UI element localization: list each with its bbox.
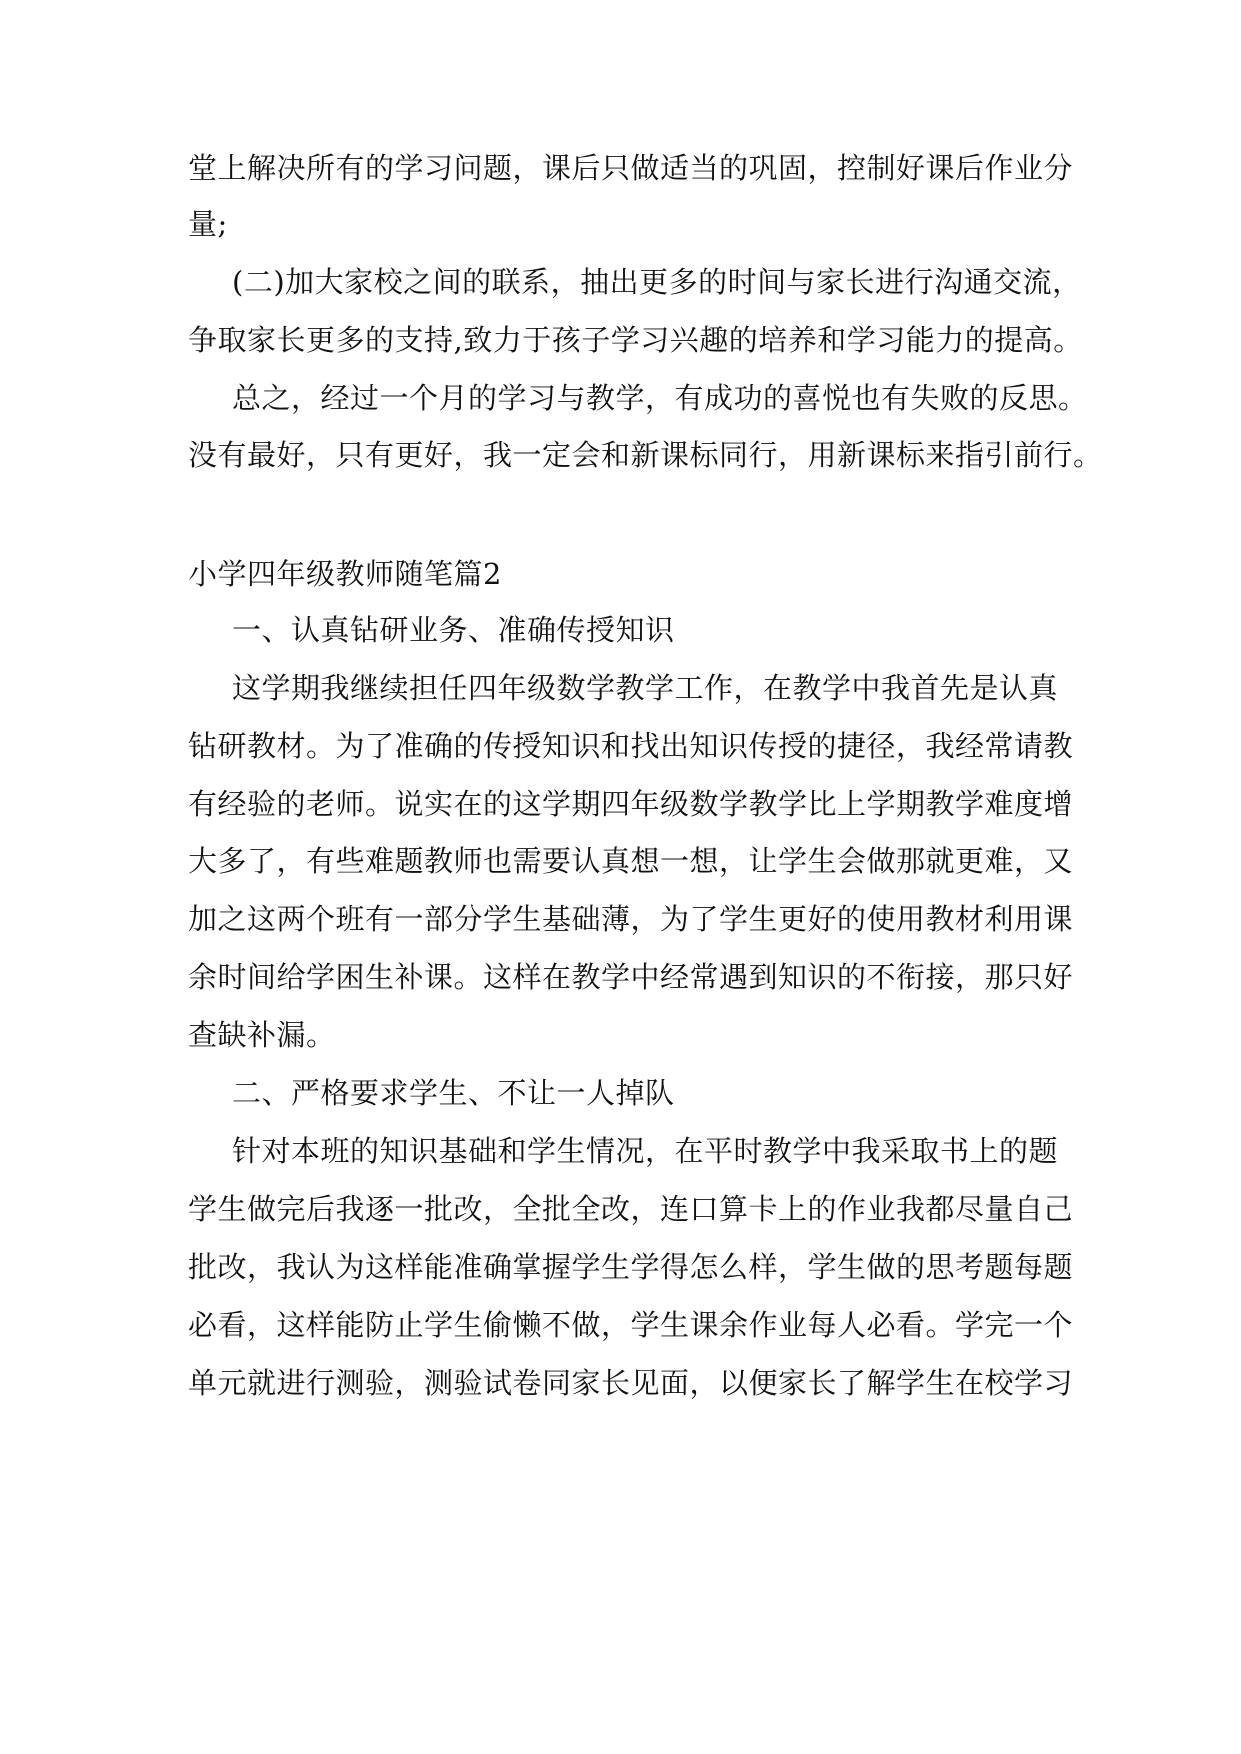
- section-title: 小学四年级教师随笔篇2: [188, 557, 502, 591]
- text-line: 批改，我认为这样能准确掌握学生学得怎么样，学生做的思考题每题: [188, 1250, 1074, 1284]
- text-line: 查缺补漏。: [188, 1018, 336, 1052]
- text-line: 量;: [188, 207, 228, 241]
- subheading: 二、严格要求学生、不让一人掉队: [232, 1076, 675, 1110]
- text-line: 没有最好，只有更好，我一定会和新课标同行，用新课标来指引前行。: [188, 438, 1103, 472]
- text-line: 争取家长更多的支持,致力于孩子学习兴趣的培养和学习能力的提高。: [188, 323, 1083, 357]
- text-line: 这学期我继续担任四年级数学教学工作，在教学中我首先是认真: [232, 671, 1059, 705]
- text-line: 堂上解决所有的学习问题，课后只做适当的巩固，控制好课后作业分: [188, 151, 1074, 185]
- text-line: 必看，这样能防止学生偷懒不做，学生课余作业每人必看。学完一个: [188, 1308, 1074, 1342]
- text-line: 总之，经过一个月的学习与教学，有成功的喜悦也有失败的反思。: [232, 381, 1088, 415]
- text-line: 大多了，有些难题教师也需要认真想一想，让学生会做那就更难，又: [188, 844, 1074, 878]
- text-line: (二)加大家校之间的联系，抽出更多的时间与家长进行沟通交流，: [232, 265, 1082, 299]
- text-line: 学生做完后我逐一批改，全批全改，连口算卡上的作业我都尽量自己: [188, 1192, 1074, 1226]
- subheading: 一、认真钻研业务、准确传授知识: [232, 613, 675, 647]
- text-line: 单元就进行测验，测验试卷同家长见面，以便家长了解学生在校学习: [188, 1366, 1074, 1400]
- text-line: 针对本班的知识基础和学生情况，在平时教学中我采取书上的题: [232, 1134, 1059, 1168]
- text-line: 加之这两个班有一部分学生基础薄，为了学生更好的使用教材利用课: [188, 902, 1074, 936]
- text-line: 余时间给学困生补课。这样在教学中经常遇到知识的不衔接，那只好: [188, 960, 1074, 994]
- text-line: 有经验的老师。说实在的这学期四年级数学教学比上学期教学难度增: [188, 787, 1074, 821]
- text-line: 钻研教材。为了准确的传授知识和找出知识传授的捷径，我经常请教: [188, 729, 1074, 763]
